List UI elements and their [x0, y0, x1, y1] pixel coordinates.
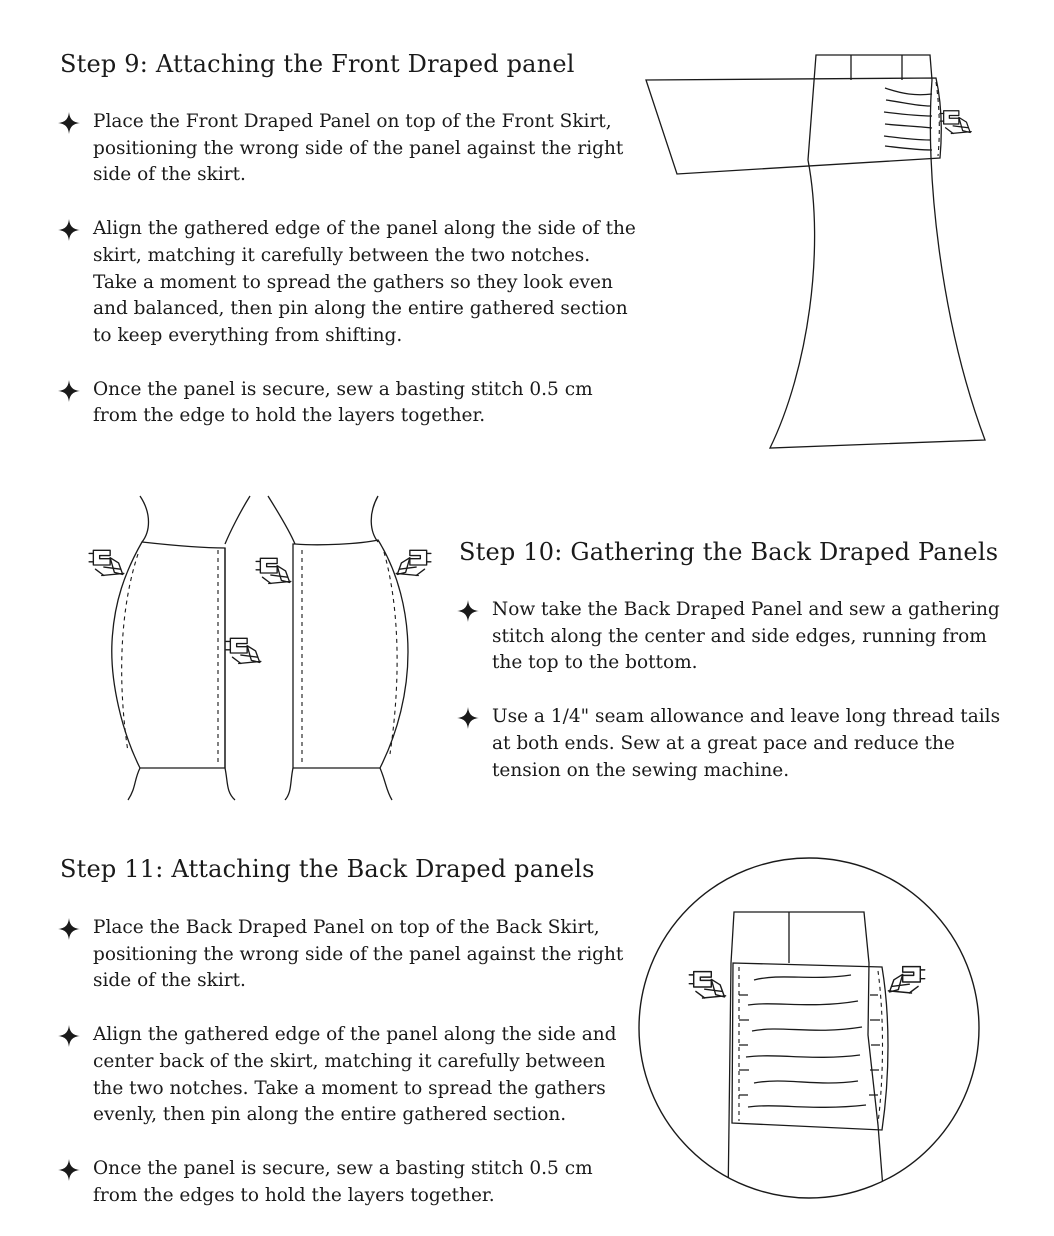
bullet-text: Place the Back Draped Panel on top of the Back Skirt, positioning the wrong side of the panel against the right side of the skirt. — [93, 917, 624, 992]
bullet-text: Now take the Back Draped Panel and sew a gathering stitch along the center and side edges, running from the top to the bottom. — [492, 599, 1000, 674]
detail-circle — [639, 858, 979, 1198]
step-10-bullet-list — [457, 597, 1017, 784]
pin-icon — [89, 550, 124, 575]
bullet-text: Use a 1/4" seam allowance and leave long thread tails at both ends. Sew at a great pace and reduce the tension on the sewing machine. — [492, 706, 1001, 781]
list-item — [58, 377, 638, 430]
bullet-text: Once the panel is secure, sew a basting stitch 0.5 cm from the edge to hold the layers together. — [93, 378, 593, 427]
list-item — [58, 1156, 628, 1209]
step-9-bullet-list — [58, 109, 638, 430]
list-item — [457, 597, 1017, 677]
pin-icon — [396, 550, 431, 575]
list-item — [58, 109, 638, 189]
step-11-title: Step 11: Attaching the Back Draped panels — [60, 855, 595, 883]
step-11-bullet-list — [58, 915, 628, 1209]
back-draped-panels-illustration — [80, 492, 440, 804]
list-item — [58, 216, 638, 350]
pin-icon — [940, 111, 971, 134]
bullet-text: Place the Front Draped Panel on top of the Front Skirt, positioning the wrong side of the panel against the right side of the skirt. — [93, 111, 624, 186]
front-skirt-shape — [770, 55, 985, 448]
left-back-panel-shape — [112, 542, 225, 768]
four-point-star-icon — [457, 707, 479, 729]
bullet-text: Once the panel is secure, sew a basting stitch 0.5 cm from the edges to hold the layers together. — [93, 1157, 593, 1206]
four-point-star-icon — [58, 112, 80, 134]
list-item — [58, 1022, 628, 1129]
four-point-star-icon — [58, 219, 80, 241]
bullet-text: Align the gathered edge of the panel along the side and center back of the skirt, matching it carefully between the two notches. Take a moment to spread the gathers evenly, then pin along the entire gathered section. — [93, 1024, 617, 1126]
step-9-title: Step 9: Attaching the Front Draped panel — [60, 50, 575, 78]
pin-icon — [256, 558, 291, 583]
four-point-star-icon — [58, 918, 80, 940]
back-skirt-detail-illustration — [636, 855, 982, 1201]
list-item — [58, 915, 628, 995]
step-10-title: Step 10: Gathering the Back Draped Panels — [459, 538, 999, 566]
front-draped-panel-illustration — [640, 50, 990, 455]
pin-icon — [226, 638, 261, 663]
four-point-star-icon — [58, 1159, 80, 1181]
four-point-star-icon — [58, 380, 80, 402]
front-draped-panel-shape — [646, 78, 941, 174]
four-point-star-icon — [58, 1025, 80, 1047]
bullet-text: Align the gathered edge of the panel along the side of the skirt, matching it carefully between the two notches. Take a moment to spread the gathers so they look even and balanced, then pin along the entire gathered section to keep everything from shifting. — [93, 218, 636, 346]
right-back-panel-shape — [293, 540, 408, 768]
four-point-star-icon — [457, 600, 479, 622]
list-item — [457, 704, 1017, 784]
